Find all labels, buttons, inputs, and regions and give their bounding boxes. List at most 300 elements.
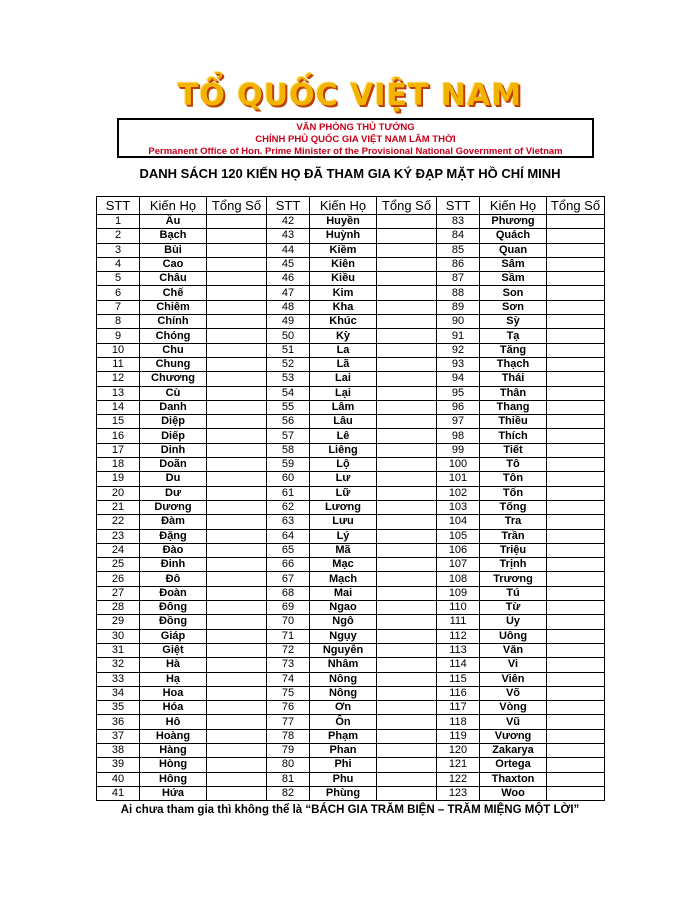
surname-cell: Kim bbox=[310, 286, 377, 300]
total-cell bbox=[207, 429, 267, 443]
table-row bbox=[97, 300, 605, 314]
surname-cell: Lã bbox=[310, 357, 377, 371]
total-cell bbox=[547, 758, 605, 772]
stt-cell: 32 bbox=[97, 658, 140, 672]
stt-cell: 79 bbox=[267, 743, 310, 757]
stt-cell: 12 bbox=[97, 372, 140, 386]
total-cell bbox=[547, 786, 605, 800]
surname-cell: Mạch bbox=[310, 572, 377, 586]
total-cell bbox=[547, 601, 605, 615]
surname-cell: Hứa bbox=[140, 786, 207, 800]
stt-cell: 47 bbox=[267, 286, 310, 300]
total-cell bbox=[377, 529, 437, 543]
stt-cell: 13 bbox=[97, 386, 140, 400]
total-cell bbox=[207, 558, 267, 572]
stt-cell: 89 bbox=[437, 300, 480, 314]
stt-cell: 113 bbox=[437, 643, 480, 657]
total-cell bbox=[377, 286, 437, 300]
surname-cell: Tô bbox=[480, 458, 547, 472]
total-cell bbox=[547, 672, 605, 686]
surname-cell: Phạm bbox=[310, 729, 377, 743]
table-body bbox=[97, 215, 605, 801]
total-cell bbox=[547, 400, 605, 414]
total-cell bbox=[207, 472, 267, 486]
total-cell bbox=[547, 343, 605, 357]
stt-cell: 100 bbox=[437, 458, 480, 472]
total-cell bbox=[377, 715, 437, 729]
total-cell bbox=[377, 543, 437, 557]
surname-cell: Tăng bbox=[480, 343, 547, 357]
total-cell bbox=[547, 300, 605, 314]
total-cell bbox=[207, 772, 267, 786]
surname-cell: Tống bbox=[480, 500, 547, 514]
surname-cell: Sầm bbox=[480, 272, 547, 286]
total-cell bbox=[377, 315, 437, 329]
stt-cell: 39 bbox=[97, 758, 140, 772]
surname-cell: Hoàng bbox=[140, 729, 207, 743]
total-cell bbox=[377, 658, 437, 672]
total-cell bbox=[547, 515, 605, 529]
stt-cell: 104 bbox=[437, 515, 480, 529]
surname-cell: Nông bbox=[310, 686, 377, 700]
total-cell bbox=[377, 586, 437, 600]
stt-cell: 81 bbox=[267, 772, 310, 786]
surname-cell: Chương bbox=[140, 372, 207, 386]
stt-cell: 14 bbox=[97, 400, 140, 414]
total-cell bbox=[547, 615, 605, 629]
surname-cell: Chung bbox=[140, 357, 207, 371]
surname-cell: Sâm bbox=[480, 257, 547, 271]
surname-cell: Hàng bbox=[140, 743, 207, 757]
surname-cell: Đồng bbox=[140, 615, 207, 629]
surname-cell: Lưu bbox=[310, 515, 377, 529]
surname-cell: Chế bbox=[140, 286, 207, 300]
total-cell bbox=[377, 772, 437, 786]
surname-cell: Kiên bbox=[310, 257, 377, 271]
surname-cell: Đặng bbox=[140, 529, 207, 543]
table-row bbox=[97, 701, 605, 715]
total-cell bbox=[377, 558, 437, 572]
stt-cell: 8 bbox=[97, 315, 140, 329]
stt-cell: 46 bbox=[267, 272, 310, 286]
stt-cell: 2 bbox=[97, 229, 140, 243]
table-row bbox=[97, 672, 605, 686]
surname-cell: Danh bbox=[140, 400, 207, 414]
table-row bbox=[97, 243, 605, 257]
surname-cell: Thaxton bbox=[480, 772, 547, 786]
surname-cell: Ngô bbox=[310, 615, 377, 629]
stt-cell: 109 bbox=[437, 586, 480, 600]
table-row bbox=[97, 715, 605, 729]
stt-cell: 76 bbox=[267, 701, 310, 715]
stt-cell: 38 bbox=[97, 743, 140, 757]
stt-cell: 9 bbox=[97, 329, 140, 343]
total-cell bbox=[377, 615, 437, 629]
total-cell bbox=[207, 286, 267, 300]
surname-cell: Nông bbox=[310, 672, 377, 686]
total-cell bbox=[207, 643, 267, 657]
total-cell bbox=[377, 429, 437, 443]
table-row bbox=[97, 429, 605, 443]
column-header: Tổng Số bbox=[547, 197, 605, 215]
surname-cell: Đô bbox=[140, 572, 207, 586]
table-row bbox=[97, 615, 605, 629]
surname-cell: Đào bbox=[140, 543, 207, 557]
stt-cell: 34 bbox=[97, 686, 140, 700]
surname-cell: Khúc bbox=[310, 315, 377, 329]
stt-cell: 56 bbox=[267, 415, 310, 429]
table-row bbox=[97, 372, 605, 386]
total-cell bbox=[207, 758, 267, 772]
stt-cell: 72 bbox=[267, 643, 310, 657]
total-cell bbox=[207, 729, 267, 743]
total-cell bbox=[377, 515, 437, 529]
total-cell bbox=[207, 272, 267, 286]
column-header: Kiến Họ bbox=[480, 197, 547, 215]
stt-cell: 119 bbox=[437, 729, 480, 743]
total-cell bbox=[547, 429, 605, 443]
total-cell bbox=[547, 357, 605, 371]
stt-cell: 92 bbox=[437, 343, 480, 357]
surname-cell: Giáp bbox=[140, 629, 207, 643]
table-row bbox=[97, 415, 605, 429]
surname-cell: Ôn bbox=[310, 715, 377, 729]
surname-cell: Kiều bbox=[310, 272, 377, 286]
column-header: STT bbox=[97, 197, 140, 215]
total-cell bbox=[377, 758, 437, 772]
total-cell bbox=[547, 229, 605, 243]
total-cell bbox=[547, 643, 605, 657]
stt-cell: 96 bbox=[437, 400, 480, 414]
total-cell bbox=[207, 300, 267, 314]
office-box bbox=[117, 118, 594, 158]
stt-cell: 90 bbox=[437, 315, 480, 329]
surname-cell: Hóa bbox=[140, 701, 207, 715]
total-cell bbox=[547, 315, 605, 329]
surname-cell: Tôn bbox=[480, 472, 547, 486]
surname-cell: Mã bbox=[310, 543, 377, 557]
total-cell bbox=[207, 243, 267, 257]
surname-cell: Hạ bbox=[140, 672, 207, 686]
surname-cell: Lâm bbox=[310, 400, 377, 414]
total-cell bbox=[207, 500, 267, 514]
total-cell bbox=[207, 529, 267, 543]
surname-cell: Dương bbox=[140, 500, 207, 514]
total-cell bbox=[547, 529, 605, 543]
stt-cell: 88 bbox=[437, 286, 480, 300]
table-row bbox=[97, 458, 605, 472]
stt-cell: 60 bbox=[267, 472, 310, 486]
stt-cell: 4 bbox=[97, 257, 140, 271]
surname-cell: Triệu bbox=[480, 543, 547, 557]
table-row bbox=[97, 629, 605, 643]
surname-cell: Phan bbox=[310, 743, 377, 757]
surname-cell: Hòng bbox=[140, 758, 207, 772]
stt-cell: 110 bbox=[437, 601, 480, 615]
stt-cell: 85 bbox=[437, 243, 480, 257]
stt-cell: 55 bbox=[267, 400, 310, 414]
total-cell bbox=[377, 386, 437, 400]
total-cell bbox=[377, 257, 437, 271]
total-cell bbox=[207, 572, 267, 586]
total-cell bbox=[207, 415, 267, 429]
total-cell bbox=[377, 729, 437, 743]
surname-cell: Mai bbox=[310, 586, 377, 600]
total-cell bbox=[377, 272, 437, 286]
total-cell bbox=[547, 458, 605, 472]
surname-cell: Lai bbox=[310, 372, 377, 386]
stt-cell: 28 bbox=[97, 601, 140, 615]
surname-cell: Vũ bbox=[480, 715, 547, 729]
stt-cell: 43 bbox=[267, 229, 310, 243]
table-row bbox=[97, 643, 605, 657]
surname-cell: Ngao bbox=[310, 601, 377, 615]
total-cell bbox=[547, 372, 605, 386]
stt-cell: 37 bbox=[97, 729, 140, 743]
table-row bbox=[97, 500, 605, 514]
total-cell bbox=[547, 729, 605, 743]
surname-cell: Hông bbox=[140, 772, 207, 786]
stt-cell: 23 bbox=[97, 529, 140, 543]
table-row bbox=[97, 286, 605, 300]
surname-cell: Phương bbox=[480, 215, 547, 229]
table-row bbox=[97, 357, 605, 371]
stt-cell: 10 bbox=[97, 343, 140, 357]
table-row bbox=[97, 558, 605, 572]
surname-cell: Chính bbox=[140, 315, 207, 329]
stt-cell: 103 bbox=[437, 500, 480, 514]
table-row bbox=[97, 543, 605, 557]
surname-cell: Huyền bbox=[310, 215, 377, 229]
stt-cell: 59 bbox=[267, 458, 310, 472]
table-row bbox=[97, 343, 605, 357]
stt-cell: 122 bbox=[437, 772, 480, 786]
stt-cell: 99 bbox=[437, 443, 480, 457]
stt-cell: 111 bbox=[437, 615, 480, 629]
total-cell bbox=[377, 672, 437, 686]
stt-cell: 31 bbox=[97, 643, 140, 657]
table-row bbox=[97, 229, 605, 243]
total-cell bbox=[377, 686, 437, 700]
stt-cell: 68 bbox=[267, 586, 310, 600]
surname-cell: Văn bbox=[480, 643, 547, 657]
stt-cell: 21 bbox=[97, 500, 140, 514]
surname-cell: Đàm bbox=[140, 515, 207, 529]
table-row bbox=[97, 257, 605, 271]
total-cell bbox=[207, 543, 267, 557]
surname-cell: Diệp bbox=[140, 415, 207, 429]
column-header: Kiến Họ bbox=[140, 197, 207, 215]
surname-cell: Lâu bbox=[310, 415, 377, 429]
surname-cell: Vi bbox=[480, 658, 547, 672]
total-cell bbox=[547, 329, 605, 343]
stt-cell: 75 bbox=[267, 686, 310, 700]
total-cell bbox=[547, 543, 605, 557]
surname-cell: Tú bbox=[480, 586, 547, 600]
table-row bbox=[97, 515, 605, 529]
stt-cell: 16 bbox=[97, 429, 140, 443]
total-cell bbox=[207, 443, 267, 457]
stt-cell: 44 bbox=[267, 243, 310, 257]
total-cell bbox=[377, 372, 437, 386]
total-cell bbox=[547, 500, 605, 514]
table-row bbox=[97, 315, 605, 329]
stt-cell: 7 bbox=[97, 300, 140, 314]
surname-cell: Woo bbox=[480, 786, 547, 800]
surname-cell: Viên bbox=[480, 672, 547, 686]
surname-cell: Quách bbox=[480, 229, 547, 243]
office-line-2: CHÍNH PHỦ QUỐC GIA VIỆT NAM LÂM THỜI bbox=[255, 134, 456, 145]
total-cell bbox=[547, 272, 605, 286]
surname-cell: Nhâm bbox=[310, 658, 377, 672]
total-cell bbox=[547, 743, 605, 757]
stt-cell: 80 bbox=[267, 758, 310, 772]
stt-cell: 69 bbox=[267, 601, 310, 615]
list-heading: DANH SÁCH 120 KIẾN HỌ ĐÃ THAM GIA KÝ ĐẠP MẶT HỒ CHÍ MINH bbox=[139, 166, 561, 181]
surname-cell: Vương bbox=[480, 729, 547, 743]
stt-cell: 25 bbox=[97, 558, 140, 572]
surname-cell: Thái bbox=[480, 372, 547, 386]
stt-cell: 1 bbox=[97, 215, 140, 229]
surname-cell: Đoàn bbox=[140, 586, 207, 600]
stt-cell: 57 bbox=[267, 429, 310, 443]
total-cell bbox=[547, 415, 605, 429]
stt-cell: 18 bbox=[97, 458, 140, 472]
surname-cell: Bùi bbox=[140, 243, 207, 257]
total-cell bbox=[547, 686, 605, 700]
surname-cell: Thang bbox=[480, 400, 547, 414]
total-cell bbox=[547, 486, 605, 500]
stt-cell: 48 bbox=[267, 300, 310, 314]
surname-cell: Quan bbox=[480, 243, 547, 257]
surname-cell: Châu bbox=[140, 272, 207, 286]
total-cell bbox=[377, 243, 437, 257]
surname-cell: Phu bbox=[310, 772, 377, 786]
table-row bbox=[97, 572, 605, 586]
total-cell bbox=[547, 215, 605, 229]
table-row bbox=[97, 329, 605, 343]
total-cell bbox=[547, 572, 605, 586]
table-row bbox=[97, 472, 605, 486]
surname-cell: Âu bbox=[140, 215, 207, 229]
total-cell bbox=[207, 257, 267, 271]
surname-cell: Thiều bbox=[480, 415, 547, 429]
stt-cell: 71 bbox=[267, 629, 310, 643]
surname-cell: Võ bbox=[480, 686, 547, 700]
stt-cell: 114 bbox=[437, 658, 480, 672]
stt-cell: 107 bbox=[437, 558, 480, 572]
surname-cell: Đinh bbox=[140, 558, 207, 572]
page-title: TỔ QUỐC VIỆT NAM bbox=[177, 78, 523, 113]
stt-cell: 77 bbox=[267, 715, 310, 729]
surname-cell: Hô bbox=[140, 715, 207, 729]
office-line-3: Permanent Office of Hon. Prime Minister of the Provisional National Government of Vietnam bbox=[148, 146, 563, 157]
total-cell bbox=[207, 743, 267, 757]
total-cell bbox=[377, 500, 437, 514]
stt-cell: 54 bbox=[267, 386, 310, 400]
total-cell bbox=[377, 743, 437, 757]
stt-cell: 52 bbox=[267, 357, 310, 371]
stt-cell: 78 bbox=[267, 729, 310, 743]
stt-cell: 86 bbox=[437, 257, 480, 271]
surname-cell: Đông bbox=[140, 601, 207, 615]
footer-note: Ai chưa tham gia thì không thể là “BÁCH GIA TRĂM BIỆN – TRĂM MIỆNG MỘT LỜI” bbox=[120, 804, 580, 816]
surname-cell: Sơn bbox=[480, 300, 547, 314]
surname-cell: Phi bbox=[310, 758, 377, 772]
surname-cell: Kha bbox=[310, 300, 377, 314]
total-cell bbox=[377, 215, 437, 229]
total-cell bbox=[377, 300, 437, 314]
total-cell bbox=[377, 443, 437, 457]
table-row bbox=[97, 729, 605, 743]
stt-cell: 40 bbox=[97, 772, 140, 786]
surname-cell: Tốn bbox=[480, 486, 547, 500]
table-row bbox=[97, 272, 605, 286]
stt-cell: 29 bbox=[97, 615, 140, 629]
surname-cell: Thích bbox=[480, 429, 547, 443]
total-cell bbox=[207, 458, 267, 472]
total-cell bbox=[207, 701, 267, 715]
surname-cell: Lữ bbox=[310, 486, 377, 500]
column-header: Kiến Họ bbox=[310, 197, 377, 215]
total-cell bbox=[207, 615, 267, 629]
table-row bbox=[97, 586, 605, 600]
stt-cell: 123 bbox=[437, 786, 480, 800]
total-cell bbox=[377, 629, 437, 643]
surname-cell: Chiêm bbox=[140, 300, 207, 314]
surname-cell: Uông bbox=[480, 629, 547, 643]
stt-cell: 105 bbox=[437, 529, 480, 543]
stt-cell: 45 bbox=[267, 257, 310, 271]
surname-cell: Hà bbox=[140, 658, 207, 672]
surname-cell: Son bbox=[480, 286, 547, 300]
stt-cell: 65 bbox=[267, 543, 310, 557]
total-cell bbox=[207, 229, 267, 243]
total-cell bbox=[547, 257, 605, 271]
total-cell bbox=[547, 243, 605, 257]
surname-cell: Liêng bbox=[310, 443, 377, 457]
total-cell bbox=[207, 315, 267, 329]
surname-cell: Trịnh bbox=[480, 558, 547, 572]
total-cell bbox=[377, 572, 437, 586]
surname-cell: Cao bbox=[140, 257, 207, 271]
surname-table bbox=[96, 196, 605, 801]
stt-cell: 84 bbox=[437, 229, 480, 243]
total-cell bbox=[207, 586, 267, 600]
stt-cell: 115 bbox=[437, 672, 480, 686]
surname-cell: Du bbox=[140, 472, 207, 486]
total-cell bbox=[377, 415, 437, 429]
surname-cell: Mạc bbox=[310, 558, 377, 572]
surname-cell: Doãn bbox=[140, 458, 207, 472]
stt-cell: 112 bbox=[437, 629, 480, 643]
surname-cell: Ơn bbox=[310, 701, 377, 715]
table-row bbox=[97, 443, 605, 457]
stt-cell: 3 bbox=[97, 243, 140, 257]
stt-cell: 11 bbox=[97, 357, 140, 371]
total-cell bbox=[207, 686, 267, 700]
stt-cell: 49 bbox=[267, 315, 310, 329]
stt-cell: 73 bbox=[267, 658, 310, 672]
total-cell bbox=[377, 357, 437, 371]
surname-cell: Bạch bbox=[140, 229, 207, 243]
total-cell bbox=[547, 558, 605, 572]
total-cell bbox=[207, 329, 267, 343]
table-row bbox=[97, 758, 605, 772]
stt-cell: 15 bbox=[97, 415, 140, 429]
surname-cell: Huỳnh bbox=[310, 229, 377, 243]
total-cell bbox=[377, 400, 437, 414]
